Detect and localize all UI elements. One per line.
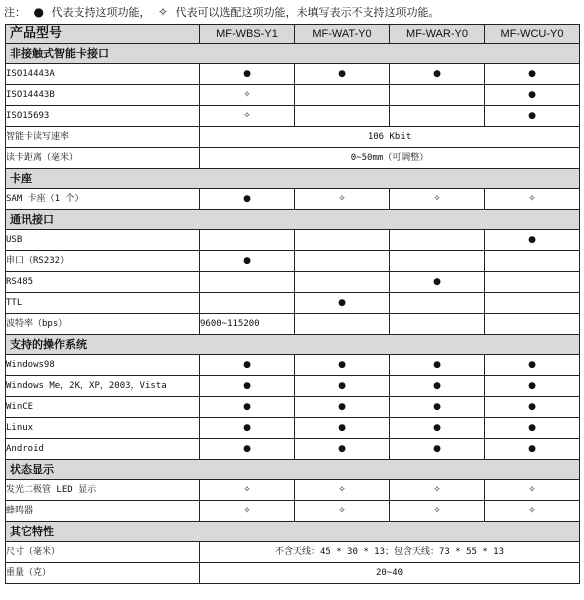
row-label: SAM 卡座（1 个） xyxy=(6,189,200,210)
optional-diamond-icon: ✧ xyxy=(200,106,295,127)
supported-dot-icon: ● xyxy=(485,64,580,85)
empty-cell xyxy=(390,293,485,314)
spanned-value: 不含天线：45 * 30 * 13；包含天线：73 * 55 * 13 xyxy=(200,542,580,563)
row-label: WinCE xyxy=(6,397,200,418)
model-header: MF-WAT-Y0 xyxy=(295,25,390,44)
section-header-row xyxy=(6,210,580,230)
empty-cell xyxy=(295,106,390,127)
spanned-value: 0~50mm（可调整） xyxy=(200,148,580,169)
optional-diamond-icon: ✧ xyxy=(485,189,580,210)
empty-cell xyxy=(485,251,580,272)
supported-dot-icon: ● xyxy=(295,418,390,439)
empty-cell xyxy=(295,272,390,293)
supported-dot-icon: ● xyxy=(390,376,485,397)
empty-cell xyxy=(485,314,580,335)
row-label: ISO15693 xyxy=(6,106,200,127)
section-header-row xyxy=(6,460,580,480)
empty-cell xyxy=(485,293,580,314)
table-row xyxy=(6,376,580,397)
supported-dot-icon: ● xyxy=(200,439,295,460)
row-label: Linux xyxy=(6,418,200,439)
supported-dot-icon: ● xyxy=(295,397,390,418)
empty-cell xyxy=(295,314,390,335)
section-header-row xyxy=(6,169,580,189)
empty-cell xyxy=(200,272,295,293)
table-row xyxy=(6,439,580,460)
section-title: 状态显示 xyxy=(6,460,580,480)
table-row xyxy=(6,85,580,106)
supported-dot-icon: ● xyxy=(485,397,580,418)
supported-dot-icon: ● xyxy=(390,64,485,85)
supported-dot-icon: ● xyxy=(485,106,580,127)
table-row xyxy=(6,272,580,293)
empty-cell xyxy=(200,230,295,251)
empty-cell xyxy=(295,85,390,106)
supported-dot-icon: ● xyxy=(295,376,390,397)
model-header: MF-WAR-Y0 xyxy=(390,25,485,44)
supported-dot-icon: ● xyxy=(390,418,485,439)
table-row xyxy=(6,106,580,127)
note-diamond-text: 代表可以选配这项功能，未填写表示不支持这项功能。 xyxy=(175,6,440,19)
table-row xyxy=(6,314,580,335)
optional-diamond-icon: ✧ xyxy=(295,189,390,210)
empty-cell xyxy=(390,106,485,127)
supported-dot-icon: ● xyxy=(295,355,390,376)
table-header-row xyxy=(6,25,580,44)
row-label: 智能卡读写速率 xyxy=(6,127,200,148)
empty-cell xyxy=(390,314,485,335)
empty-cell xyxy=(390,230,485,251)
cell-value: 9600~115200 xyxy=(200,314,295,335)
supported-dot-icon: ● xyxy=(485,376,580,397)
supported-dot-icon: ● xyxy=(200,64,295,85)
supported-dot-icon: ● xyxy=(200,189,295,210)
section-header-row xyxy=(6,44,580,64)
supported-dot-icon: ● xyxy=(200,376,295,397)
supported-dot-icon: ● xyxy=(485,355,580,376)
empty-cell xyxy=(390,251,485,272)
section-title: 支持的操作系统 xyxy=(6,335,580,355)
optional-diamond-icon: ✧ xyxy=(295,501,390,522)
row-label: RS485 xyxy=(6,272,200,293)
spanned-value: 106 Kbit xyxy=(200,127,580,148)
table-row xyxy=(6,251,580,272)
supported-dot-icon: ● xyxy=(200,355,295,376)
table-row xyxy=(6,397,580,418)
row-label: 串口（RS232） xyxy=(6,251,200,272)
supported-dot-icon: ● xyxy=(33,5,44,19)
section-header-row xyxy=(6,335,580,355)
table-row xyxy=(6,418,580,439)
optional-diamond-icon: ✧ xyxy=(390,501,485,522)
section-title: 其它特性 xyxy=(6,522,580,542)
section-title: 非接触式智能卡接口 xyxy=(6,44,580,64)
supported-dot-icon: ● xyxy=(200,251,295,272)
table-row xyxy=(6,230,580,251)
table-row xyxy=(6,64,580,85)
supported-dot-icon: ● xyxy=(200,418,295,439)
row-label: Windows Me，2K，XP，2003，Vista xyxy=(6,376,200,397)
row-label: Android xyxy=(6,439,200,460)
supported-dot-icon: ● xyxy=(485,230,580,251)
model-header: MF-WCU-Y0 xyxy=(485,25,580,44)
optional-diamond-icon: ✧ xyxy=(200,480,295,501)
row-label: 蜂鸣器 xyxy=(6,501,200,522)
optional-diamond-icon: ✧ xyxy=(200,501,295,522)
spanned-value: 20~40 xyxy=(200,563,580,584)
model-header: MF-WBS-Y1 xyxy=(200,25,295,44)
optional-diamond-icon: ✧ xyxy=(295,480,390,501)
supported-dot-icon: ● xyxy=(485,85,580,106)
legend-note xyxy=(4,2,440,22)
supported-dot-icon: ● xyxy=(390,397,485,418)
note-prefix: 注： xyxy=(4,6,26,19)
optional-diamond-icon: ✧ xyxy=(485,501,580,522)
row-label: ISO14443B xyxy=(6,85,200,106)
table-row xyxy=(6,542,580,563)
empty-cell xyxy=(200,293,295,314)
supported-dot-icon: ● xyxy=(200,397,295,418)
row-label: 尺寸（毫米） xyxy=(6,542,200,563)
section-title: 卡座 xyxy=(6,169,580,189)
row-label: 波特率（bps） xyxy=(6,314,200,335)
table-row xyxy=(6,148,580,169)
supported-dot-icon: ● xyxy=(390,439,485,460)
empty-cell xyxy=(485,272,580,293)
row-label: ISO14443A xyxy=(6,64,200,85)
spec-table xyxy=(5,24,580,584)
table-row xyxy=(6,501,580,522)
table-row xyxy=(6,480,580,501)
row-label: 发光二极管 LED 显示 xyxy=(6,480,200,501)
row-label: 读卡距离（毫米） xyxy=(6,148,200,169)
table-row xyxy=(6,355,580,376)
supported-dot-icon: ● xyxy=(390,355,485,376)
optional-diamond-icon: ✧ xyxy=(157,5,169,19)
supported-dot-icon: ● xyxy=(485,418,580,439)
table-row xyxy=(6,127,580,148)
supported-dot-icon: ● xyxy=(295,439,390,460)
header-title: 产品型号 xyxy=(6,25,200,44)
section-header-row xyxy=(6,522,580,542)
note-dot-text: 代表支持这项功能， xyxy=(51,6,151,19)
supported-dot-icon: ● xyxy=(295,64,390,85)
supported-dot-icon: ● xyxy=(485,439,580,460)
empty-cell xyxy=(295,230,390,251)
table-row xyxy=(6,189,580,210)
supported-dot-icon: ● xyxy=(295,293,390,314)
table-row xyxy=(6,293,580,314)
supported-dot-icon: ● xyxy=(390,272,485,293)
section-title: 通讯接口 xyxy=(6,210,580,230)
optional-diamond-icon: ✧ xyxy=(390,480,485,501)
table-row xyxy=(6,563,580,584)
row-label: USB xyxy=(6,230,200,251)
optional-diamond-icon: ✧ xyxy=(485,480,580,501)
row-label: TTL xyxy=(6,293,200,314)
row-label: 重量（克） xyxy=(6,563,200,584)
optional-diamond-icon: ✧ xyxy=(200,85,295,106)
optional-diamond-icon: ✧ xyxy=(390,189,485,210)
empty-cell xyxy=(390,85,485,106)
row-label: Windows98 xyxy=(6,355,200,376)
empty-cell xyxy=(295,251,390,272)
